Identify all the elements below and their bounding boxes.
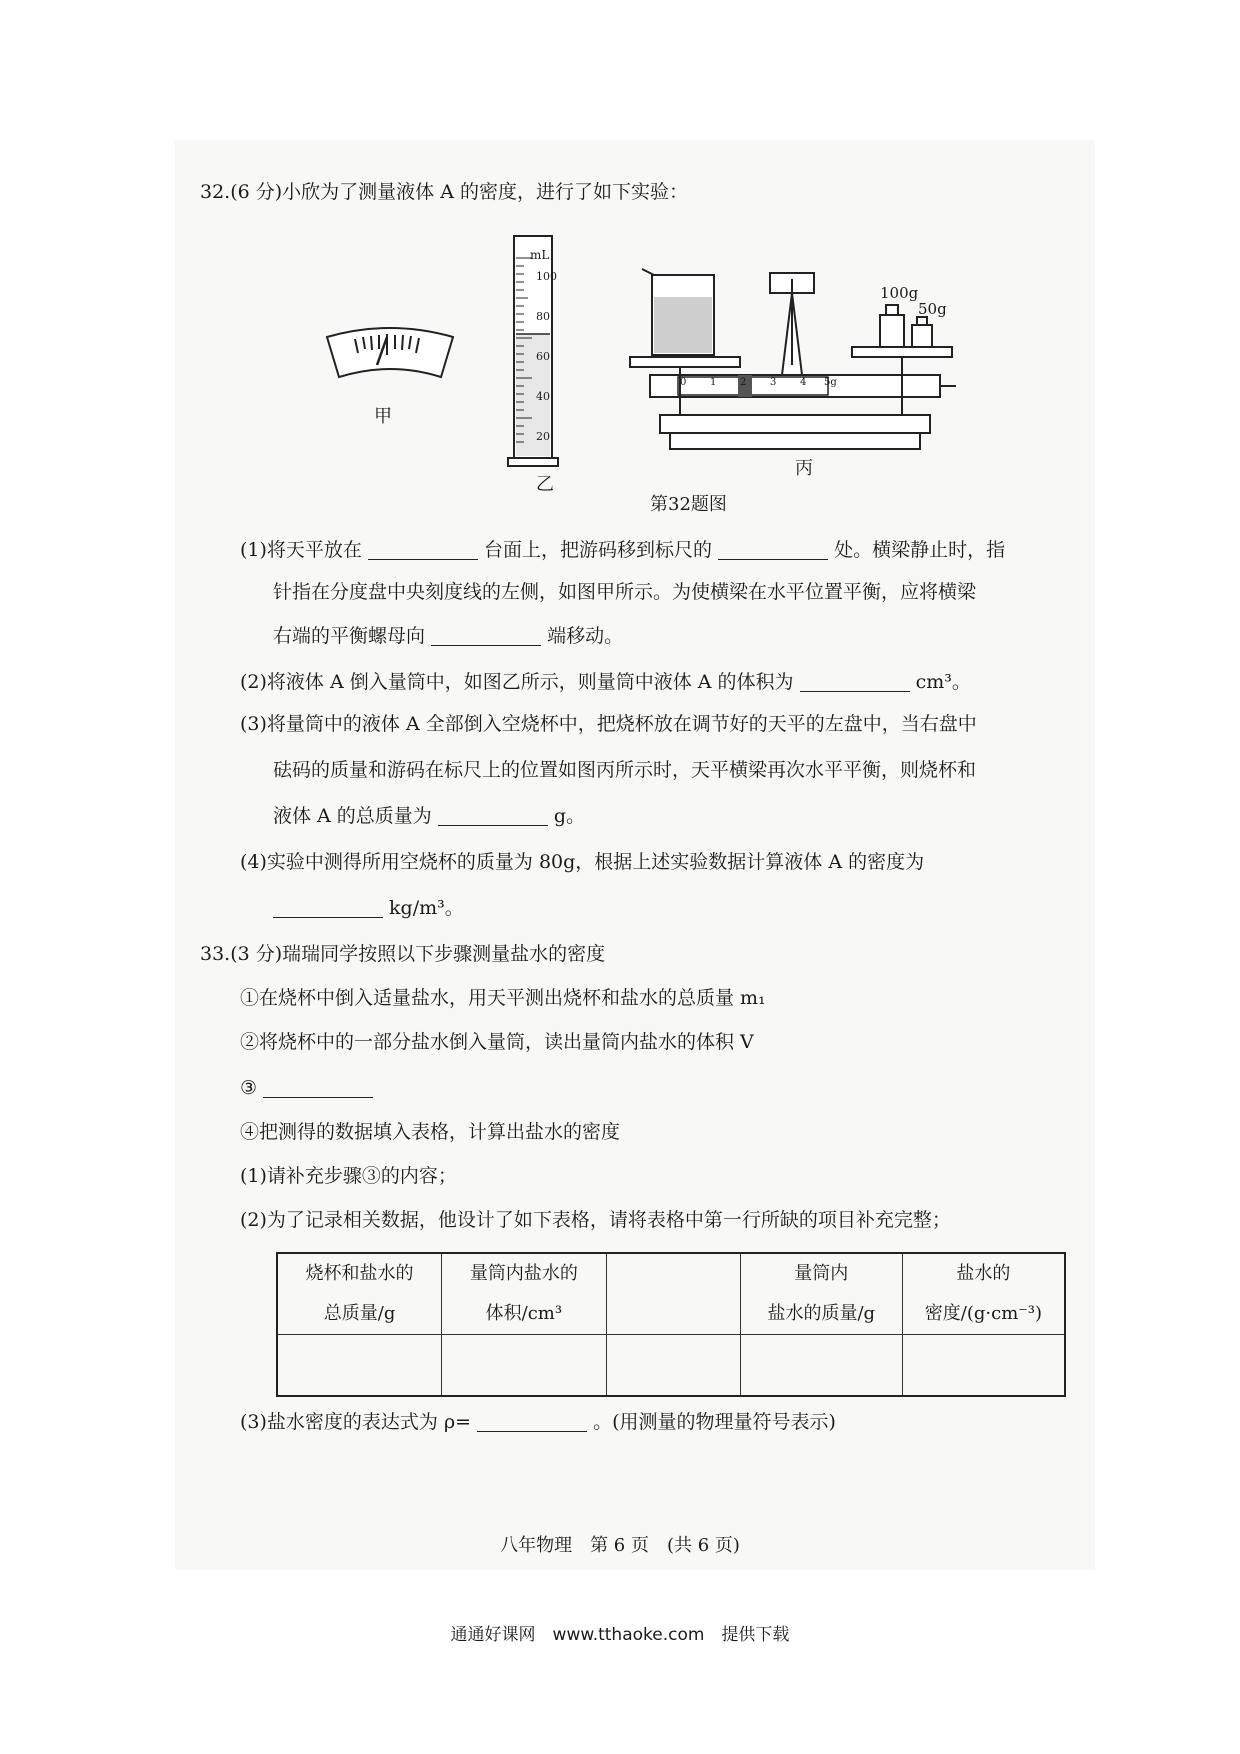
table-cell [277, 1335, 442, 1397]
table-cell [606, 1335, 740, 1397]
label-bing: 丙 [795, 458, 813, 479]
answer-blank [263, 1079, 373, 1098]
page-footer: 八年物理 第 6 页 (共 6 页) [500, 1535, 740, 1556]
q33-sub2: (2)为了记录相关数据，他设计了如下表格，请将表格中第一行所缺的项目补充完整； [240, 1209, 951, 1231]
cylinder-tick: 80 [536, 310, 550, 323]
scale-number: 2 [740, 377, 747, 388]
q33-step3: ③ [240, 1076, 373, 1100]
cylinder-tick: 40 [536, 390, 550, 403]
q32-part1-line3: 右端的平衡螺母向 端移动。 [273, 625, 624, 647]
table-header-cell-empty [606, 1253, 740, 1335]
scale-number: 1 [710, 377, 717, 388]
q32-part3-line3: 液体 A 的总质量为 g。 [273, 805, 586, 827]
cylinder-tick: 60 [536, 350, 550, 363]
cylinder-tick: 100 [536, 270, 557, 283]
label-jia: 甲 [374, 406, 392, 427]
answer-blank [431, 627, 541, 646]
q32-part3-line2: 砝码的质量和游码在标尺上的位置如图丙所示时，天平横梁再次水平平衡，则烧杯和 [273, 759, 977, 781]
answer-blank [718, 541, 828, 560]
q33-step4: ④把测得的数据填入表格，计算出盐水的密度 [240, 1121, 621, 1143]
weight-50g-label: 50g [918, 300, 947, 318]
scale-number: 4 [800, 377, 807, 388]
answer-blank [438, 807, 548, 826]
site-footer: 通通好课网 www.tthaoke.com 提供下载 [450, 1625, 790, 1645]
table-header-row [277, 1253, 1065, 1335]
cylinder-unit: mL [530, 248, 550, 262]
q33-step1: ①在烧杯中倒入适量盐水，用天平测出烧杯和盐水的总质量 m₁ [240, 987, 766, 1009]
q33-sub1: (1)请补充步骤③的内容； [240, 1165, 457, 1187]
q33-sub3: (3)盐水密度的表达式为 ρ= 。(用测量的物理量符号表示) [240, 1411, 836, 1433]
answer-blank [273, 899, 383, 918]
figure-caption: 第32题图 [650, 494, 727, 515]
answer-blank [368, 541, 478, 560]
table-header-cell: 量筒内 盐水的质量/g [740, 1253, 902, 1335]
q32-part1-line2: 针指在分度盘中央刻度线的左侧，如图甲所示。为使横梁在水平位置平衡，应将横梁 [273, 581, 977, 603]
label-yi: 乙 [536, 474, 554, 495]
q32-part4-line2: kg/m³。 [273, 896, 464, 920]
q33-step2: ②将烧杯中的一部分盐水倒入量筒，读出量筒内盐水的体积 V [240, 1031, 754, 1053]
table-cell [442, 1335, 606, 1397]
table-header-cell: 盐水的 密度/(g·cm⁻³) [902, 1253, 1065, 1335]
q32-part1-line1: (1)将天平放在 台面上，把游码移到标尺的 处。横梁静止时，指 [240, 539, 1006, 561]
answer-blank [800, 673, 910, 692]
scale-number: 5g [824, 377, 837, 388]
q32-part2: (2)将液体 A 倒入量筒中，如图乙所示，则量筒中液体 A 的体积为 cm³。 [240, 671, 971, 693]
table-cell [740, 1335, 902, 1397]
table-header-cell: 烧杯和盐水的 总质量/g [277, 1253, 442, 1335]
weight-100g-label: 100g [880, 284, 919, 302]
table-cell [902, 1335, 1065, 1397]
q32-part3-line1: (3)将量筒中的液体 A 全部倒入空烧杯中，把烧杯放在调节好的天平的左盘中，当右盘中 [240, 713, 977, 735]
scale-number: 0 [680, 377, 687, 388]
q32-part4-line1: (4)实验中测得所用空烧杯的质量为 80g，根据上述实验数据计算液体 A 的密度为 [240, 851, 925, 873]
q33-title: 33.(3 分)瑞瑞同学按照以下步骤测量盐水的密度 [200, 943, 606, 965]
q32-title: 32.(6 分)小欣为了测量液体 A 的密度，进行了如下实验： [200, 181, 688, 203]
dial-figure [325, 325, 455, 385]
answer-blank [477, 1413, 587, 1432]
scale-number: 3 [770, 377, 777, 388]
table-row [277, 1335, 1065, 1397]
table-header-cell: 量筒内盐水的 体积/cm³ [442, 1253, 606, 1335]
data-table [276, 1252, 1066, 1397]
cylinder-tick: 20 [536, 430, 550, 443]
